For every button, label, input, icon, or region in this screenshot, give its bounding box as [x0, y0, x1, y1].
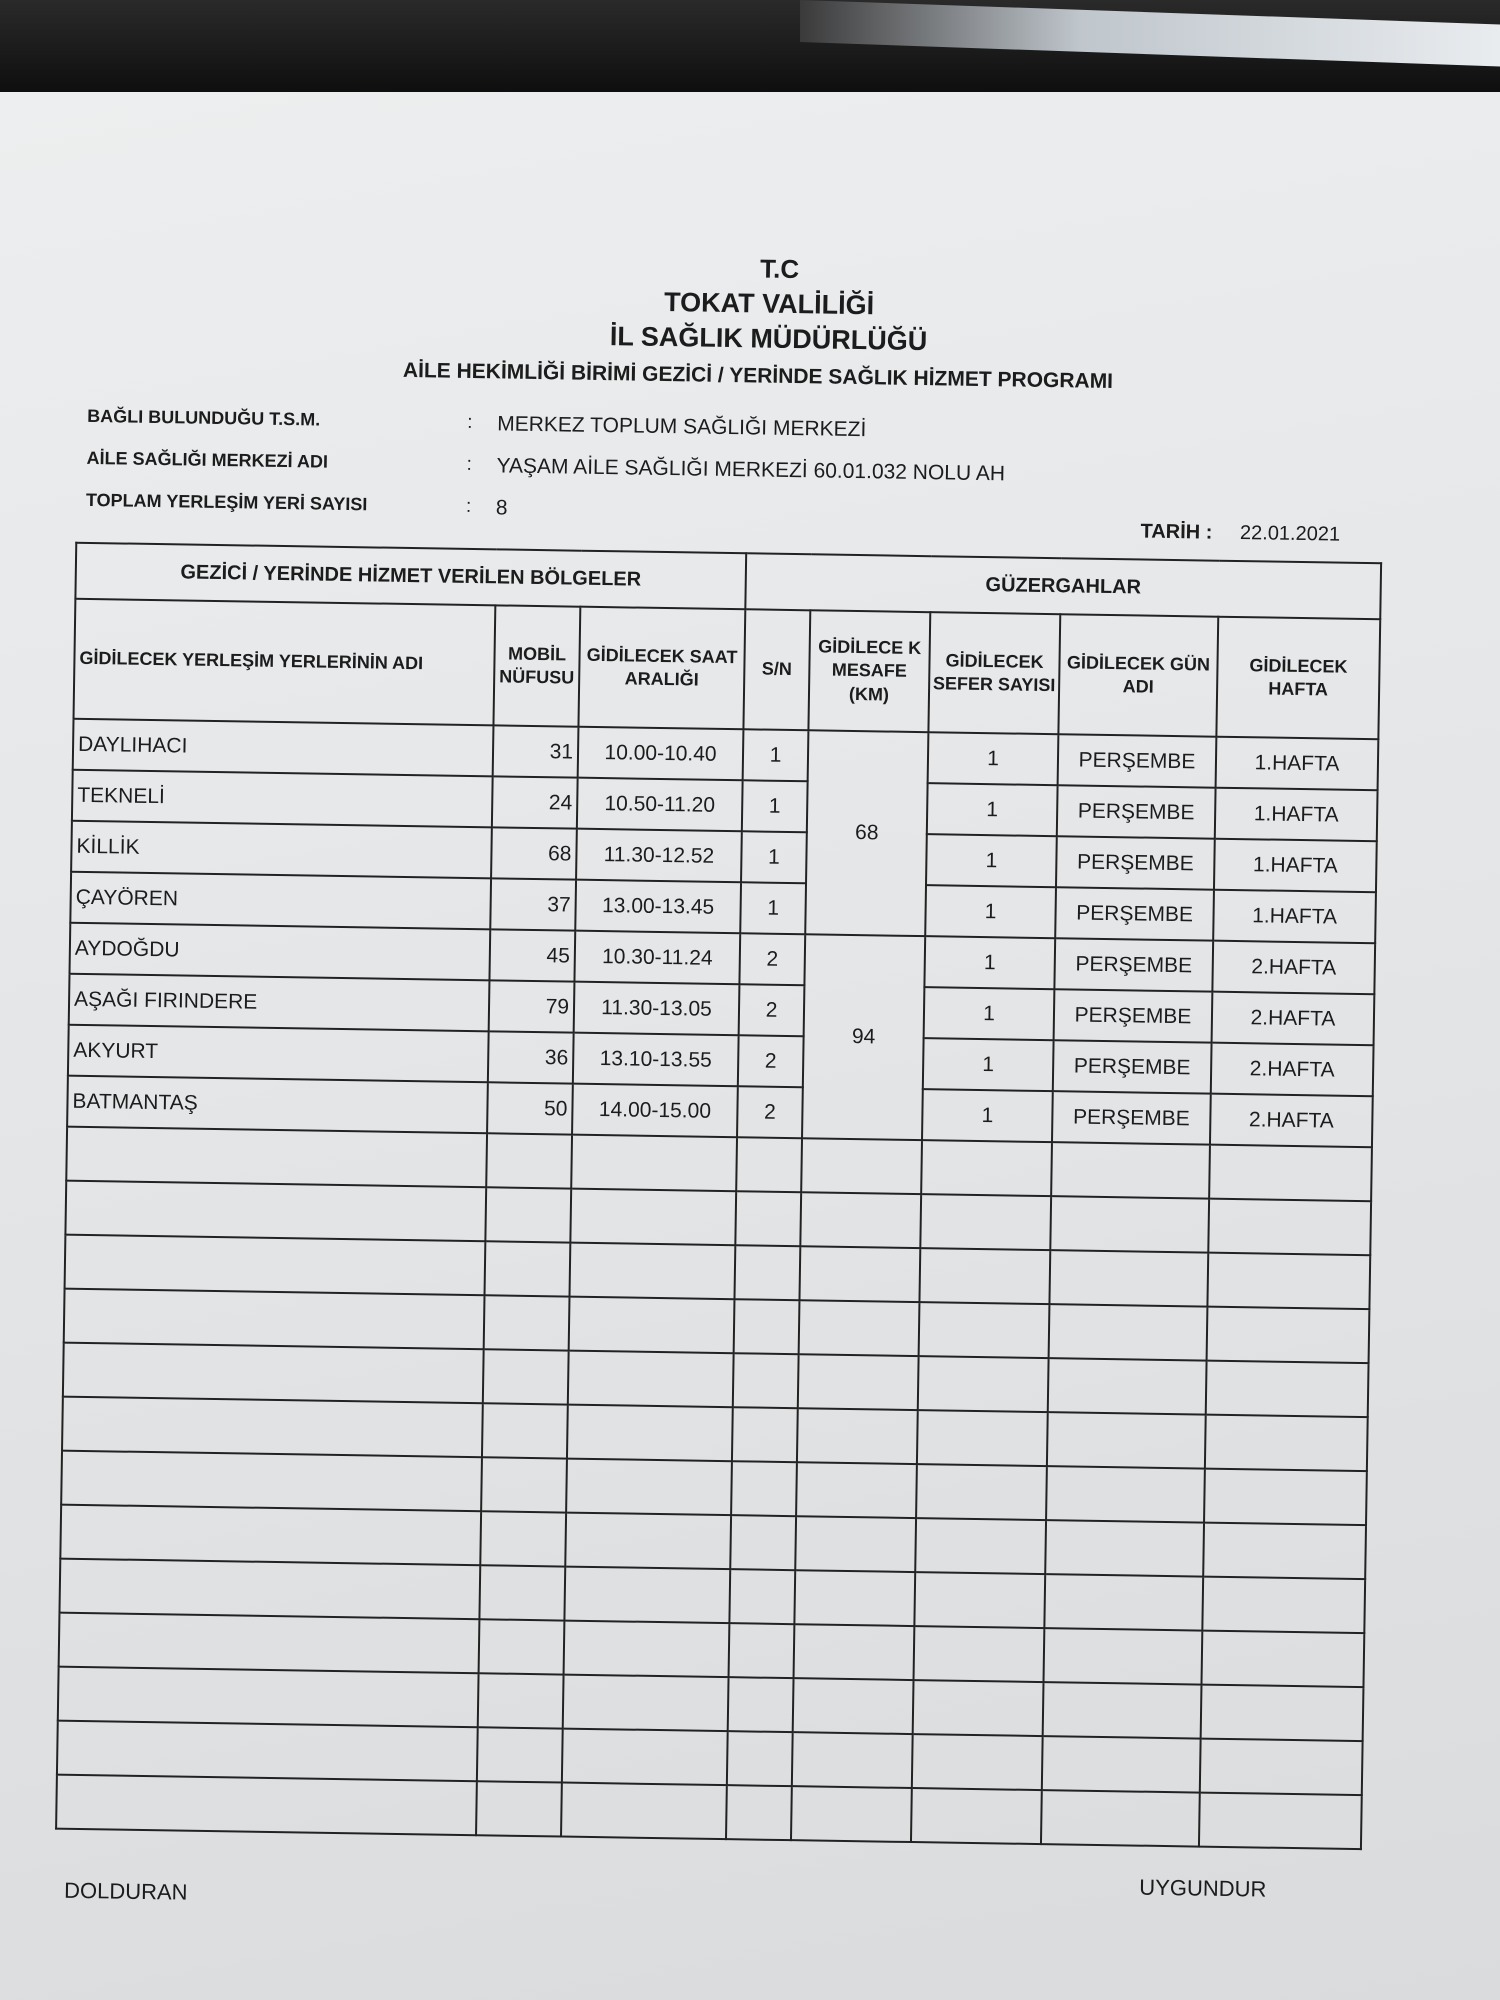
cell-trips: 1 — [926, 834, 1057, 887]
empty-cell — [911, 1788, 1042, 1844]
empty-cell — [731, 1461, 797, 1516]
cell-week: 2.HAFTA — [1212, 992, 1375, 1046]
date-field — [1140, 520, 1340, 546]
empty-cell — [794, 1624, 915, 1680]
empty-cell — [1202, 1577, 1365, 1634]
tsm-row — [87, 406, 866, 442]
asm-label: AİLE SAĞLIĞI MERKEZİ ADI — [86, 447, 329, 472]
cell-pop: 68 — [491, 827, 577, 879]
cell-time: 13.00-13.45 — [575, 880, 741, 934]
asm-value: YAŞAM AİLE SAĞLIĞI MERKEZİ 60.01.032 NOLU AH — [496, 454, 1006, 486]
cell-trips: 1 — [922, 1089, 1053, 1142]
empty-cell — [58, 1667, 479, 1728]
col-header-time: GİDİLECEK SAAT ARALIĞI — [578, 607, 745, 730]
header-line-1: T.C — [759, 253, 800, 285]
count-colon: : — [465, 495, 472, 517]
date-label: TARİH : — [1140, 520, 1213, 544]
empty-cell — [1207, 1253, 1370, 1310]
program-title: AİLE HEKİMLİĞİ BİRİMİ GEZİCİ / YERİNDE SAĞLIK HİZMET PROGRAMI — [402, 358, 1114, 394]
empty-cell — [1200, 1739, 1363, 1796]
signature-footer — [3, 1857, 1444, 1960]
cell-trips: 1 — [928, 732, 1059, 785]
cell-trips: 1 — [923, 1038, 1054, 1091]
document-header — [28, 242, 1470, 400]
cell-week: 1.HAFTA — [1216, 737, 1379, 791]
empty-cell — [476, 1781, 562, 1836]
cell-week: 1.HAFTA — [1213, 890, 1376, 944]
empty-cell — [482, 1403, 568, 1458]
empty-cell — [733, 1353, 799, 1408]
date-value: 22.01.2021 — [1239, 522, 1341, 546]
empty-cell — [477, 1727, 563, 1782]
cell-name: AKYURT — [68, 1025, 489, 1083]
empty-cell — [66, 1127, 487, 1188]
empty-cell — [564, 1621, 730, 1678]
empty-cell — [800, 1192, 921, 1248]
cell-day: PERŞEMBE — [1056, 836, 1215, 889]
empty-cell — [485, 1187, 571, 1242]
cell-day: PERŞEMBE — [1057, 785, 1216, 838]
empty-cell — [566, 1459, 732, 1516]
empty-cell — [1049, 1304, 1208, 1360]
info-block — [25, 385, 1467, 558]
empty-cell — [571, 1135, 737, 1192]
empty-cell — [726, 1785, 792, 1840]
cell-name: TEKNELİ — [72, 770, 493, 828]
cell-pop: 24 — [492, 776, 578, 828]
empty-cell — [917, 1410, 1048, 1466]
cell-time: 10.50-11.20 — [577, 778, 743, 832]
empty-cell — [791, 1786, 912, 1842]
empty-cell — [1041, 1790, 1200, 1846]
empty-cell — [568, 1351, 734, 1408]
cell-sn: 1 — [741, 831, 807, 883]
cell-sn: 2 — [737, 1086, 803, 1138]
cell-day: PERŞEMBE — [1052, 1091, 1211, 1144]
header-line-3: İL SAĞLIK MÜDÜRLÜĞÜ — [609, 321, 928, 357]
cell-week: 2.HAFTA — [1212, 941, 1375, 995]
cell-sn: 2 — [738, 1035, 804, 1087]
empty-cell — [1044, 1574, 1203, 1630]
cell-day: PERŞEMBE — [1058, 734, 1217, 787]
cell-time: 10.00-10.40 — [578, 727, 744, 781]
empty-cell — [793, 1678, 914, 1734]
empty-cell — [1047, 1412, 1206, 1468]
cell-pop: 31 — [493, 725, 579, 777]
cell-trips: 1 — [924, 936, 1055, 989]
empty-cell — [562, 1729, 728, 1786]
empty-cell — [1205, 1415, 1368, 1472]
empty-cell — [485, 1241, 571, 1296]
cell-pop: 36 — [488, 1031, 574, 1083]
empty-cell — [65, 1181, 486, 1242]
empty-cell — [735, 1191, 801, 1246]
empty-cell — [1202, 1631, 1365, 1688]
empty-cell — [486, 1133, 572, 1188]
empty-cell — [729, 1623, 795, 1678]
empty-cell — [736, 1137, 802, 1192]
empty-cell — [570, 1189, 736, 1246]
empty-cell — [1209, 1145, 1372, 1202]
empty-cell — [732, 1407, 798, 1462]
empty-cell — [1045, 1520, 1204, 1576]
empty-cell — [914, 1626, 1045, 1682]
empty-cell — [1204, 1469, 1367, 1526]
cell-pop: 79 — [489, 980, 575, 1032]
empty-cell — [797, 1408, 918, 1464]
empty-cell — [1201, 1685, 1364, 1742]
empty-cell — [801, 1138, 922, 1194]
approved-label: UYGUNDUR — [1139, 1874, 1267, 1902]
cell-time: 11.30-12.52 — [576, 829, 742, 883]
empty-cell — [1050, 1196, 1209, 1252]
empty-cell — [795, 1516, 916, 1572]
empty-cell — [567, 1405, 733, 1462]
cell-name: AŞAĞI FIRINDERE — [69, 974, 490, 1032]
count-row — [86, 490, 508, 521]
cell-time: 13.10-13.55 — [573, 1033, 739, 1087]
empty-cell — [1207, 1307, 1370, 1364]
cell-trips: 1 — [924, 987, 1055, 1040]
col-header-dist: GİDİLECE K MESAFE (KM) — [808, 610, 930, 732]
group-header-routes: GÜZERGAHLAR — [745, 553, 1381, 619]
cell-name: KİLLİK — [71, 821, 492, 879]
empty-cell — [561, 1783, 727, 1840]
tsm-colon: : — [467, 411, 473, 433]
empty-cell — [60, 1505, 481, 1566]
empty-cell — [734, 1299, 800, 1354]
empty-cell — [1206, 1361, 1369, 1418]
empty-cell — [61, 1451, 482, 1512]
filled-by-label: DOLDURAN — [63, 1877, 188, 1905]
tsm-value: MERKEZ TOPLUM SAĞLIĞI MERKEZİ — [497, 412, 867, 442]
cell-pop: 50 — [487, 1082, 573, 1134]
cell-name: ÇAYÖREN — [70, 872, 491, 930]
cell-trips: 1 — [927, 783, 1058, 836]
empty-cell — [734, 1245, 800, 1300]
count-value: 8 — [495, 496, 508, 520]
empty-cell — [792, 1732, 913, 1788]
empty-cell — [564, 1567, 730, 1624]
empty-cell — [918, 1356, 1049, 1412]
col-header-pop: MOBİL NÜFUSU — [493, 605, 580, 726]
cell-week: 2.HAFTA — [1210, 1094, 1373, 1148]
empty-cell — [484, 1295, 570, 1350]
empty-cell — [1044, 1628, 1203, 1684]
empty-cell — [920, 1194, 1051, 1250]
empty-cell — [919, 1302, 1050, 1358]
cell-name: AYDOĞDU — [70, 923, 491, 981]
empty-cell — [798, 1354, 919, 1410]
empty-cell — [1199, 1793, 1362, 1850]
empty-cell — [1048, 1358, 1207, 1414]
document — [3, 242, 1469, 1959]
empty-cell — [730, 1515, 796, 1570]
empty-cell — [727, 1731, 793, 1786]
col-header-name: GİDİLECEK YERLEŞİM YERLERİNİN ADI — [74, 599, 496, 726]
empty-cell — [794, 1570, 915, 1626]
empty-cell — [65, 1235, 486, 1296]
cell-day: PERŞEMBE — [1053, 1040, 1212, 1093]
cell-pop: 37 — [490, 878, 576, 930]
cell-day: PERŞEMBE — [1054, 989, 1213, 1042]
empty-cell — [478, 1673, 564, 1728]
empty-cell — [63, 1343, 484, 1404]
empty-cell — [919, 1248, 1050, 1304]
empty-cell — [569, 1297, 735, 1354]
col-header-day: GİDİLECEK GÜN ADI — [1058, 614, 1218, 736]
empty-cell — [912, 1734, 1043, 1790]
col-header-sn: S/N — [743, 609, 810, 730]
cell-time: 14.00-15.00 — [572, 1084, 738, 1138]
empty-cell — [1049, 1250, 1208, 1306]
cell-sn: 1 — [740, 882, 806, 934]
header-line-2: TOKAT VALİLİĞİ — [663, 286, 875, 321]
cell-day: PERŞEMBE — [1054, 938, 1213, 991]
paper-sheet — [0, 92, 1500, 2000]
empty-cell — [57, 1721, 478, 1782]
empty-cell — [1043, 1682, 1202, 1738]
empty-cell — [479, 1619, 565, 1674]
empty-cell — [913, 1680, 1044, 1736]
empty-cell — [56, 1775, 477, 1836]
asm-colon: : — [466, 453, 473, 475]
cell-sn: 2 — [739, 984, 805, 1036]
col-header-week: GİDİLECEK HAFTA — [1216, 617, 1380, 740]
empty-cell — [914, 1572, 1045, 1628]
group-header-regions: GEZİCİ / YERİNDE HİZMET VERİLEN BÖLGELER — [75, 543, 746, 610]
empty-cell — [916, 1464, 1047, 1520]
cell-pop: 45 — [489, 929, 575, 981]
empty-cell — [64, 1289, 485, 1350]
asm-row — [86, 448, 1005, 486]
cell-name: BATMANTAŞ — [67, 1076, 488, 1134]
cell-time: 11.30-13.05 — [574, 982, 740, 1036]
cell-distance-group-1: 68 — [805, 730, 928, 936]
empty-cell — [62, 1397, 483, 1458]
empty-cell — [481, 1457, 567, 1512]
cell-sn: 1 — [743, 729, 809, 781]
cell-distance-group-2: 94 — [802, 934, 925, 1140]
empty-cell — [799, 1300, 920, 1356]
cell-time: 10.30-11.24 — [574, 931, 740, 985]
empty-cell — [570, 1243, 736, 1300]
cell-trips: 1 — [925, 885, 1056, 938]
tsm-label: BAĞLI BULUNDUĞU T.S.M. — [87, 405, 321, 430]
empty-cell — [480, 1511, 566, 1566]
cell-sn: 1 — [742, 780, 808, 832]
empty-cell — [563, 1675, 729, 1732]
empty-cell — [479, 1565, 565, 1620]
empty-cell — [796, 1462, 917, 1518]
cell-day: PERŞEMBE — [1055, 887, 1214, 940]
cell-week: 2.HAFTA — [1211, 1043, 1374, 1097]
col-header-trips: GİDİLECEK SEFER SAYISI — [928, 612, 1060, 734]
cell-sn: 2 — [739, 933, 805, 985]
empty-cell — [728, 1677, 794, 1732]
empty-cell — [1208, 1199, 1371, 1256]
count-label: TOPLAM YERLEŞİM YERİ SAYISI — [85, 489, 368, 515]
cell-name: DAYLIHACI — [73, 719, 494, 777]
cell-week: 1.HAFTA — [1214, 839, 1377, 893]
empty-cell — [1203, 1523, 1366, 1580]
empty-cell — [915, 1518, 1046, 1574]
empty-cell — [921, 1140, 1052, 1196]
empty-cell — [1046, 1466, 1205, 1522]
empty-cell — [1042, 1736, 1201, 1792]
empty-cell — [565, 1513, 731, 1570]
empty-cell — [59, 1613, 480, 1674]
empty-cell — [799, 1246, 920, 1302]
empty-cell — [483, 1349, 569, 1404]
empty-cell — [729, 1569, 795, 1624]
cell-week: 1.HAFTA — [1215, 788, 1378, 842]
empty-cell — [1051, 1142, 1210, 1198]
empty-cell — [59, 1559, 480, 1620]
schedule-table — [55, 542, 1382, 1850]
